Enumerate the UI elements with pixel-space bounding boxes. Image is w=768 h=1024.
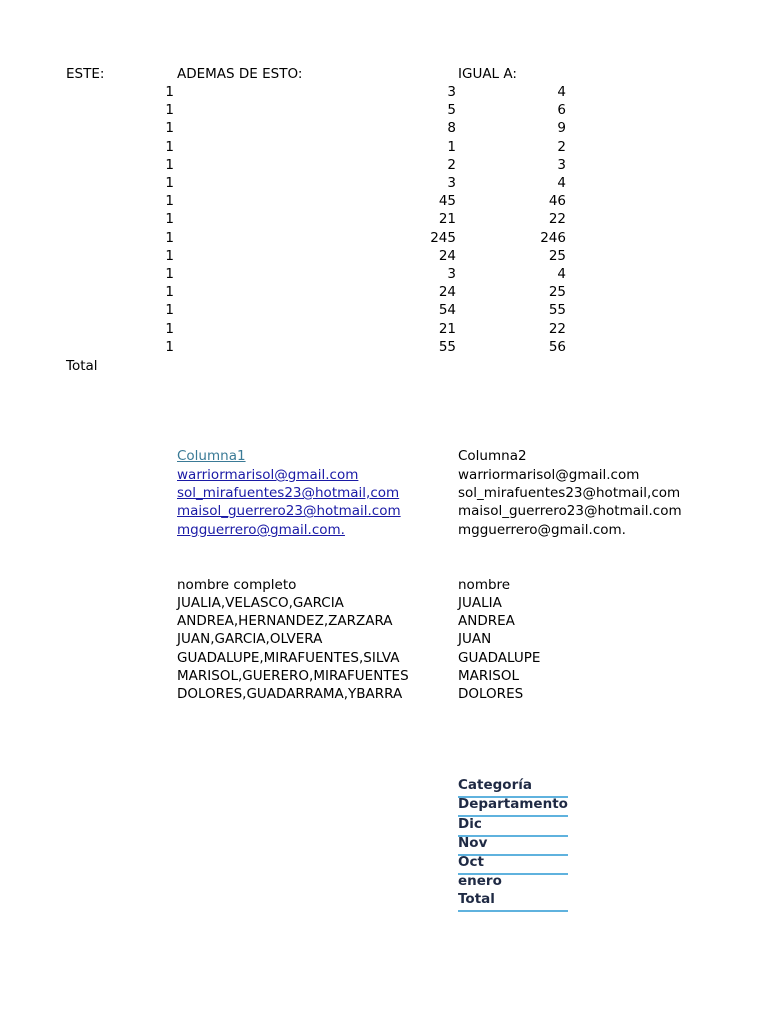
first-name: MARISOL [458,668,519,684]
cell-ademas: 21 [438,321,456,337]
cell-igual: 55 [548,302,566,318]
email-copy: warriormarisol@gmail.com [458,467,640,483]
columna2-header: Columna2 [458,448,527,464]
cell-este: 1 [165,302,174,318]
full-name: GUADALUPE,MIRAFUENTES,SILVA [177,650,400,666]
full-name: ANDREA,HERNANDEZ,ZARZARA [177,613,393,629]
cell-igual: 4 [557,84,566,100]
cell-ademas: 55 [438,339,456,355]
cell-igual: 56 [548,339,566,355]
cell-ademas: 21 [438,211,456,227]
header-ademas-de-esto: ADEMAS DE ESTO: [177,66,303,82]
full-name: MARISOL,GUERERO,MIRAFUENTES [177,668,409,684]
cell-este: 1 [165,211,174,227]
first-name: DOLORES [458,686,524,702]
cell-igual: 9 [557,120,566,136]
category-item: Dic [458,815,568,837]
cell-igual: 22 [548,321,566,337]
category-item: Total [458,890,568,912]
cell-igual: 22 [548,211,566,227]
full-name: DOLORES,GUADARRAMA,YBARRA [177,686,403,702]
category-item: Oct [458,853,568,875]
category-item: Categoría [458,776,568,798]
cell-ademas: 1 [447,139,456,155]
nombre-header: nombre [458,577,511,593]
columna1-header[interactable]: Columna1 [177,448,246,464]
cell-este: 1 [165,84,174,100]
cell-ademas: 45 [438,193,456,209]
header-este: ESTE: [66,66,105,82]
cell-igual: 25 [548,248,566,264]
cell-ademas: 54 [438,302,456,318]
cell-ademas: 24 [438,248,456,264]
cell-igual: 6 [557,102,566,118]
category-item: Nov [458,834,568,856]
full-name: JUALIA,VELASCO,GARCIA [177,595,344,611]
cell-igual: 4 [557,266,566,282]
cell-este: 1 [165,339,174,355]
first-name: JUAN [458,631,492,647]
cell-este: 1 [165,157,174,173]
total-label: Total [66,358,98,374]
cell-este: 1 [165,248,174,264]
cell-ademas: 2 [447,157,456,173]
cell-este: 1 [165,102,174,118]
header-igual-a: IGUAL A: [458,66,517,82]
cell-este: 1 [165,120,174,136]
email-copy: mgguerrero@gmail.com. [458,522,626,538]
cell-igual: 3 [557,157,566,173]
email-link[interactable]: sol_mirafuentes23@hotmail,com [177,485,400,501]
cell-ademas: 24 [438,284,456,300]
cell-igual: 246 [540,230,566,246]
cell-este: 1 [165,193,174,209]
cell-este: 1 [165,139,174,155]
full-name: JUAN,GARCIA,OLVERA [177,631,323,647]
cell-igual: 4 [557,175,566,191]
email-copy: sol_mirafuentes23@hotmail,com [458,485,681,501]
cell-este: 1 [165,321,174,337]
cell-igual: 46 [548,193,566,209]
category-item: Departamento [458,795,568,817]
cell-este: 1 [165,266,174,282]
cell-este: 1 [165,230,174,246]
email-copy: maisol_guerrero23@hotmail.com [458,503,682,519]
email-link[interactable]: warriormarisol@gmail.com [177,467,359,483]
cell-igual: 25 [548,284,566,300]
category-item: enero [458,873,502,889]
cell-este: 1 [165,284,174,300]
cell-ademas: 5 [447,102,456,118]
cell-ademas: 245 [430,230,456,246]
first-name: ANDREA [458,613,515,629]
cell-ademas: 3 [447,84,456,100]
first-name: GUADALUPE [458,650,541,666]
cell-ademas: 3 [447,175,456,191]
cell-ademas: 3 [447,266,456,282]
email-link[interactable]: mgguerrero@gmail.com. [177,522,345,538]
cell-ademas: 8 [447,120,456,136]
email-link[interactable]: maisol_guerrero23@hotmail.com [177,503,401,519]
first-name: JUALIA [458,595,502,611]
cell-este: 1 [165,175,174,191]
cell-igual: 2 [557,139,566,155]
nombre-completo-header: nombre completo [177,577,297,593]
